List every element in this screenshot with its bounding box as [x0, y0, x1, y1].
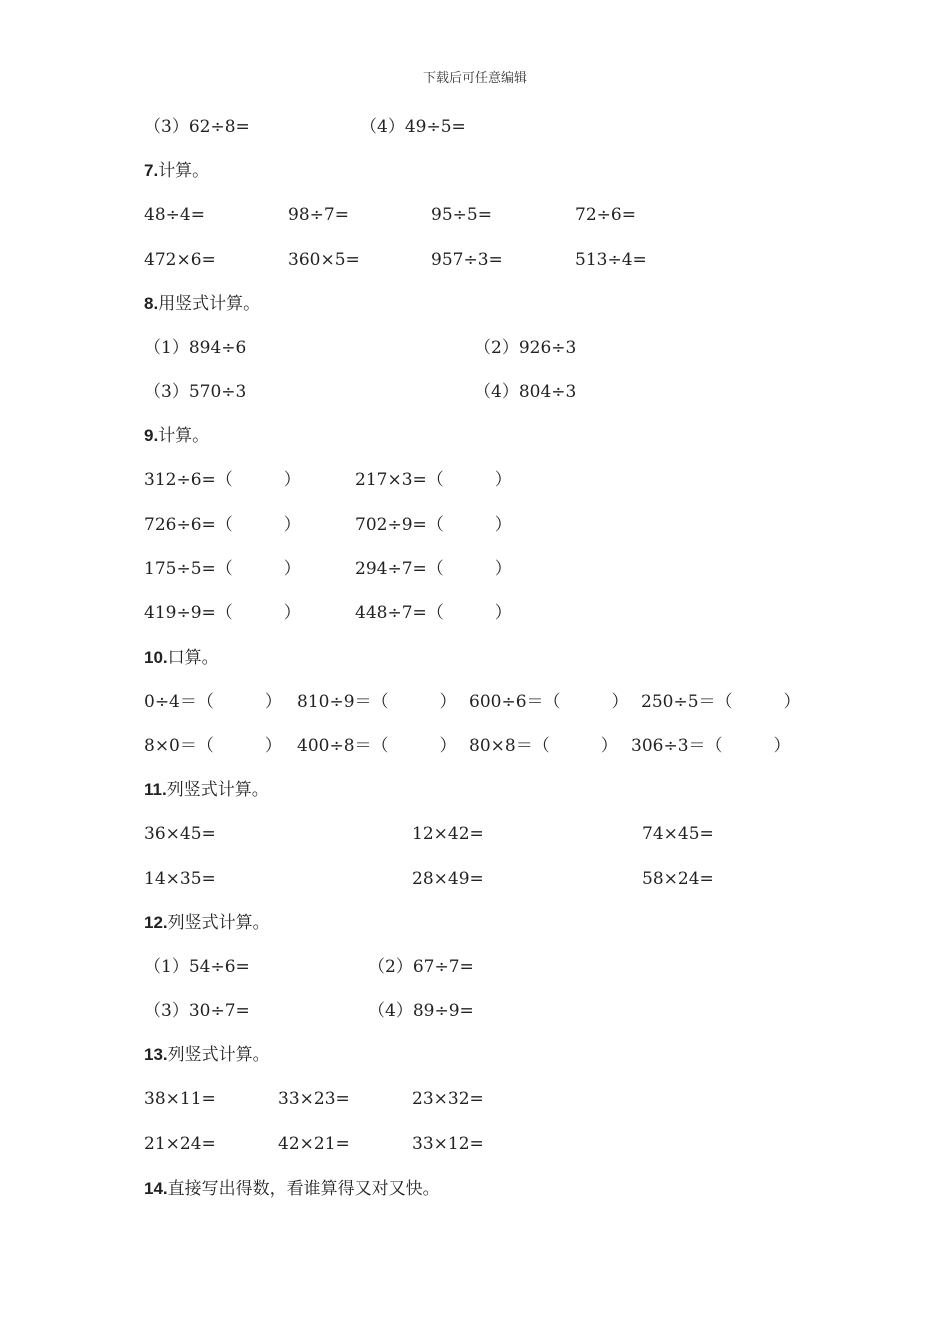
problem-item: 726÷6=（ ）: [144, 515, 301, 535]
question-7-title: [144, 158, 209, 184]
question-14-title: [144, 1176, 440, 1202]
problem-item: 419÷9=（ ）: [144, 603, 301, 623]
problem-item: （4）89÷9=: [368, 1001, 474, 1021]
question-number: 8.: [144, 294, 159, 313]
problem-item: 80×8＝（ ）: [469, 736, 618, 756]
question-number: 13.: [144, 1045, 168, 1064]
problem-item: 175÷5=（ ）: [144, 559, 301, 579]
problem-item: 48÷4=: [144, 205, 205, 225]
problem-item: 38×11=: [144, 1089, 216, 1109]
problem-item: 23×32=: [412, 1089, 484, 1109]
question-text: 用竖式计算。: [158, 294, 261, 314]
problem-item: 294÷7=（ ）: [355, 559, 512, 579]
problem-item: 217×3=（ ）: [355, 470, 512, 490]
problem-item: 8×0＝（ ）: [144, 736, 282, 756]
problem-item: 58×24=: [642, 869, 714, 889]
problem-item: 957÷3=: [431, 250, 503, 270]
question-text: 直接写出得数，看谁算得又对又快。: [167, 1179, 440, 1199]
question-number: 11.: [144, 780, 167, 799]
problem-item: 513÷4=: [575, 250, 647, 270]
problem-item: （3）62÷8=: [144, 117, 250, 137]
problem-item: （1）54÷6=: [144, 957, 250, 977]
question-text: 口算。: [167, 648, 219, 668]
problem-item: 36×45=: [144, 824, 216, 844]
problem-item: 33×23=: [278, 1089, 350, 1109]
problem-item: （1）894÷6: [144, 338, 247, 358]
page-header: 下载后可任意编辑: [422, 71, 527, 86]
question-number: 12.: [144, 913, 168, 932]
problem-item: 21×24=: [144, 1134, 216, 1154]
problem-item: 250÷5＝（ ）: [641, 692, 801, 712]
question-number: 7.: [144, 161, 159, 180]
question-text: 列竖式计算。: [166, 780, 269, 800]
problem-item: 312÷6=（ ）: [144, 470, 301, 490]
problem-item: 42×21=: [278, 1134, 350, 1154]
problem-item: 600÷6＝（ ）: [469, 692, 629, 712]
problem-item: 28×49=: [412, 869, 484, 889]
problem-item: 400÷8＝（ ）: [297, 736, 457, 756]
problem-item: 306÷3＝（ ）: [631, 736, 791, 756]
problem-item: 95÷5=: [431, 205, 492, 225]
question-number: 10.: [144, 648, 168, 667]
question-12-title: [144, 910, 270, 936]
question-text: 列竖式计算。: [167, 913, 270, 933]
question-text: 列竖式计算。: [167, 1045, 270, 1065]
problem-item: 14×35=: [144, 869, 216, 889]
problem-item: 810÷9＝（ ）: [297, 692, 457, 712]
problem-item: （3）30÷7=: [144, 1001, 250, 1021]
question-8-title: [144, 291, 260, 317]
problem-item: 12×42=: [412, 824, 484, 844]
question-13-title: [144, 1042, 270, 1068]
question-number: 14.: [144, 1179, 168, 1198]
problem-item: 72÷6=: [575, 205, 636, 225]
question-text: 计算。: [158, 161, 210, 181]
question-number: 9.: [144, 426, 159, 445]
problem-item: （4）49÷5=: [360, 117, 466, 137]
question-9-title: [144, 423, 209, 449]
problem-item: （2）926÷3: [474, 338, 577, 358]
problem-item: 360×5=: [288, 250, 360, 270]
problem-item: 448÷7=（ ）: [355, 603, 512, 623]
problem-item: （3）570÷3: [144, 382, 247, 402]
question-10-title: [144, 645, 219, 671]
question-11-title: [144, 777, 269, 803]
problem-item: 74×45=: [642, 824, 714, 844]
question-text: 计算。: [158, 426, 210, 446]
problem-item: 702÷9=（ ）: [355, 515, 512, 535]
problem-item: 472×6=: [144, 250, 216, 270]
problem-item: 98÷7=: [288, 205, 349, 225]
problem-item: 33×12=: [412, 1134, 484, 1154]
problem-item: 0÷4＝（ ）: [144, 692, 282, 712]
problem-item: （2）67÷7=: [368, 957, 474, 977]
problem-item: （4）804÷3: [474, 382, 577, 402]
